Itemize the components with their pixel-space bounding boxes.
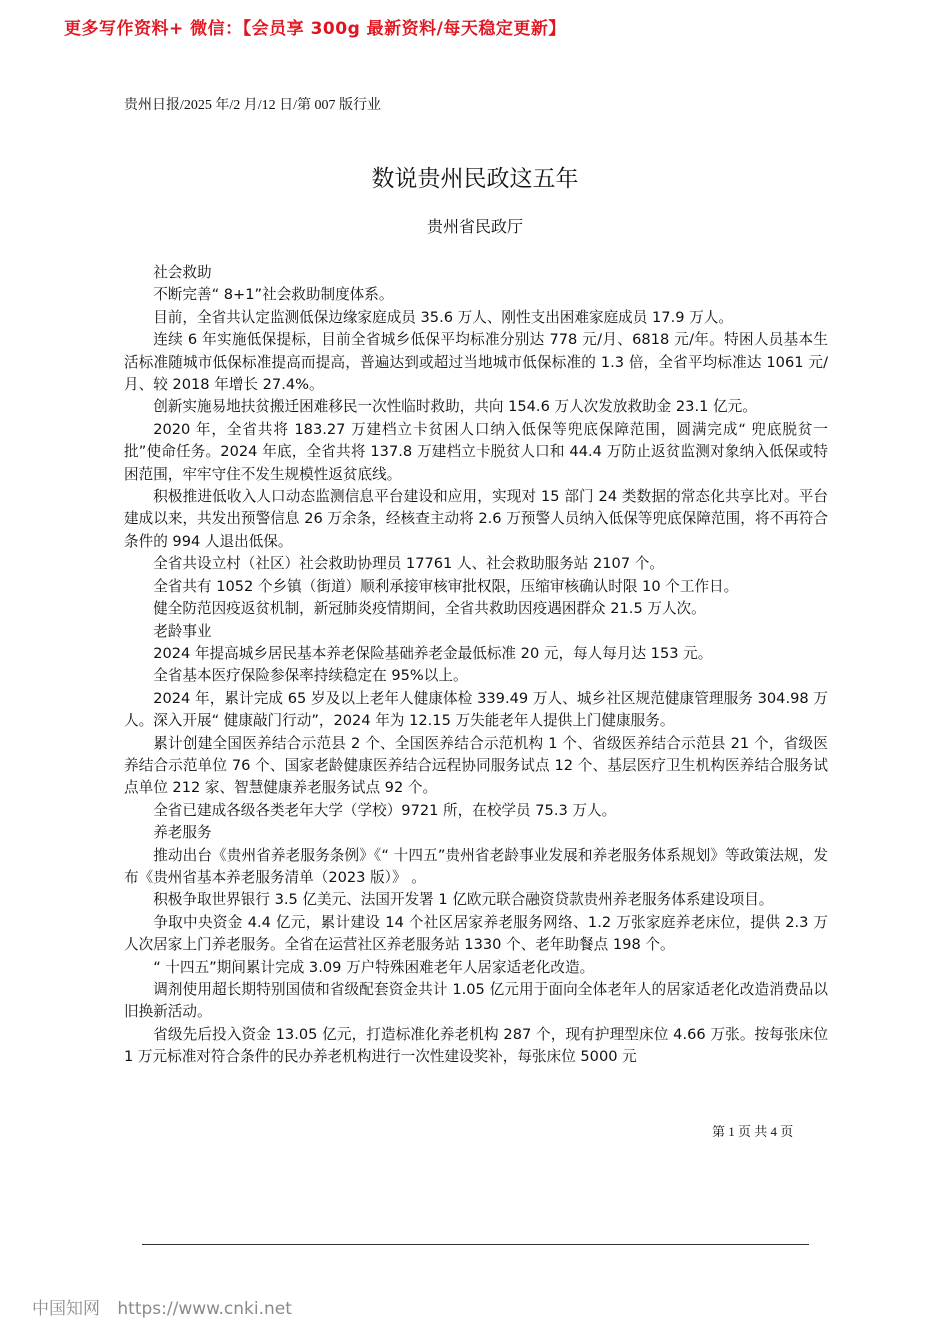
paragraph: 全省共设立村（社区）社会救助协理员 17761 人、社会救助服务站 2107 个。 (153, 555, 664, 573)
section-heading: 养老服务 (153, 824, 212, 842)
section-heading: 社会救助 (153, 264, 212, 281)
section-heading: 老龄事业 (153, 622, 212, 640)
paragraph: 2020 年，全省共将 183.27 万建档立卡贫困人口纳入低保等兜底保障范围，圆满完成“ 兜底脱贫一批”使命任务。2024 年底，全省共将 137.8 万建档立卡脱贫人口和 44.4 万防止返贫监测对象纳入低保或特困范围，牢牢守住不发生规模性返贫底线。 (124, 420, 828, 483)
paragraph: 2024 年提高城乡居民基本养老保险基础养老金最低标准 20 元，每人每月达 153 元。 (153, 644, 713, 662)
paragraph: 推动出台《贵州省养老服务条例》《“ 十四五”贵州省老龄事业发展和养老服务体系规划》等政策法规，发布《贵州省基本养老服务清单（2023 版）》 。 (124, 846, 828, 886)
paragraph: 争取中央资金 4.4 亿元，累计建设 14 个社区居家养老服务网络、1.2 万张家庭养老床位，提供 2.3 万人次居家上门养老服务。全省在运营社区养老服务站 1330 个、老年助餐点 198 个。 (124, 913, 828, 954)
source-line: 贵州日报/2025 年/2 月/12 日/第 007 版行业 (124, 98, 382, 113)
paragraph: 2024 年，累计完成 65 岁及以上老年人健康体检 339.49 万人、城乡社区规范健康管理服务 304.98 万人。深入开展“ 健康敲门行动”，2024 年为 12.15 万失能老年人提供上门健康服务。 (124, 689, 828, 730)
paragraph: “ 十四五”期间累计完成 3.09 万户特殊困难老年人居家适老化改造。 (153, 958, 595, 976)
paragraph: 目前，全省共认定监测低保边缘家庭成员 35.6 万人、刚性支出困难家庭成员 17.9 万人。 (153, 308, 733, 326)
page-number: 第 1 页 共 4 页 (712, 1124, 794, 1139)
article-author: 贵州省民政厅 (426, 217, 523, 236)
paragraph: 全省共有 1052 个乡镇（街道）顺利承接审核审批权限，压缩审核确认时限 10 个工作日。 (153, 577, 739, 595)
article-body (124, 262, 828, 1069)
paragraph: 积极争取世界银行 3.5 亿美元、法国开发署 1 亿欧元联合融资贷款贵州养老服务体系建设项目。 (153, 891, 774, 909)
promo-banner: 更多写作资料+ 微信：【会员享 300g 最新资料/每天稳定更新】 (64, 19, 566, 39)
paragraph: 积极推进低收入人口动态监测信息平台建设和应用，实现对 15 部门 24 类数据的常态化共享比对。平台建成以来，共发出预警信息 26 万余条，经核查主动将 2.6 万预警人员纳入低保等兜底保障范围，将不再符合条件的 994 人退出低保。 (124, 488, 828, 550)
cnki-logo: 中国知网 (32, 1299, 100, 1319)
paragraph: 调剂使用超长期特别国债和省级配套资金共计 1.05 亿元用于面向全体老年人的居家适老化改造消费品以旧换新活动。 (124, 981, 828, 1021)
footer-divider (142, 1244, 809, 1245)
watermark-url: https://www.cnki.net (117, 1299, 292, 1319)
article-title: 数说贵州民政这五年 (371, 166, 579, 192)
paragraph: 累计创建全国医养结合示范县 2 个、全国医养结合示范机构 1 个、省级医养结合示范县 21 个，省级医养结合示范单位 76 个、国家老龄健康医养结合远程协同服务试点 12 个、基层医疗卫生机构医养结合服务试点单位 212 家、智慧健康养老服务试点 92 个。 (124, 734, 828, 797)
paragraph: 创新实施易地扶贫搬迁困难移民一次性临时救助，共向 154.6 万人次发放救助金 23.1 亿元。 (153, 398, 757, 416)
paragraph: 健全防范因疫返贫机制，新冠肺炎疫情期间，全省共救助因疫遇困群众 21.5 万人次。 (153, 600, 706, 618)
paragraph: 全省已建成各级各类老年大学（学校）9721 所，在校学员 75.3 万人。 (153, 801, 617, 819)
watermark (32, 1294, 292, 1319)
paragraph: 全省基本医疗保险参保率持续稳定在 95%以上。 (153, 667, 468, 685)
paragraph: 不断完善“ 8+1”社会救助制度体系。 (153, 286, 394, 304)
paragraph: 连续 6 年实施低保提标，目前全省城乡低保平均标准分别达 778 元/月、6818 元/年。特困人员基本生活标准随城市低保标准提高而提高，普遍达到或超过当地城市低保标准的 1.3 倍，全省平均标准达 1061 元/月、较 2018 年增长 27.4%。 (124, 331, 828, 394)
paragraph: 省级先后投入资金 13.05 亿元，打造标准化养老机构 287 个，现有护理型床位 4.66 万张。按每张床位 1 万元标准对符合条件的民办养老机构进行一次性建设奖补，每张床位 5000 元 (124, 1025, 828, 1066)
